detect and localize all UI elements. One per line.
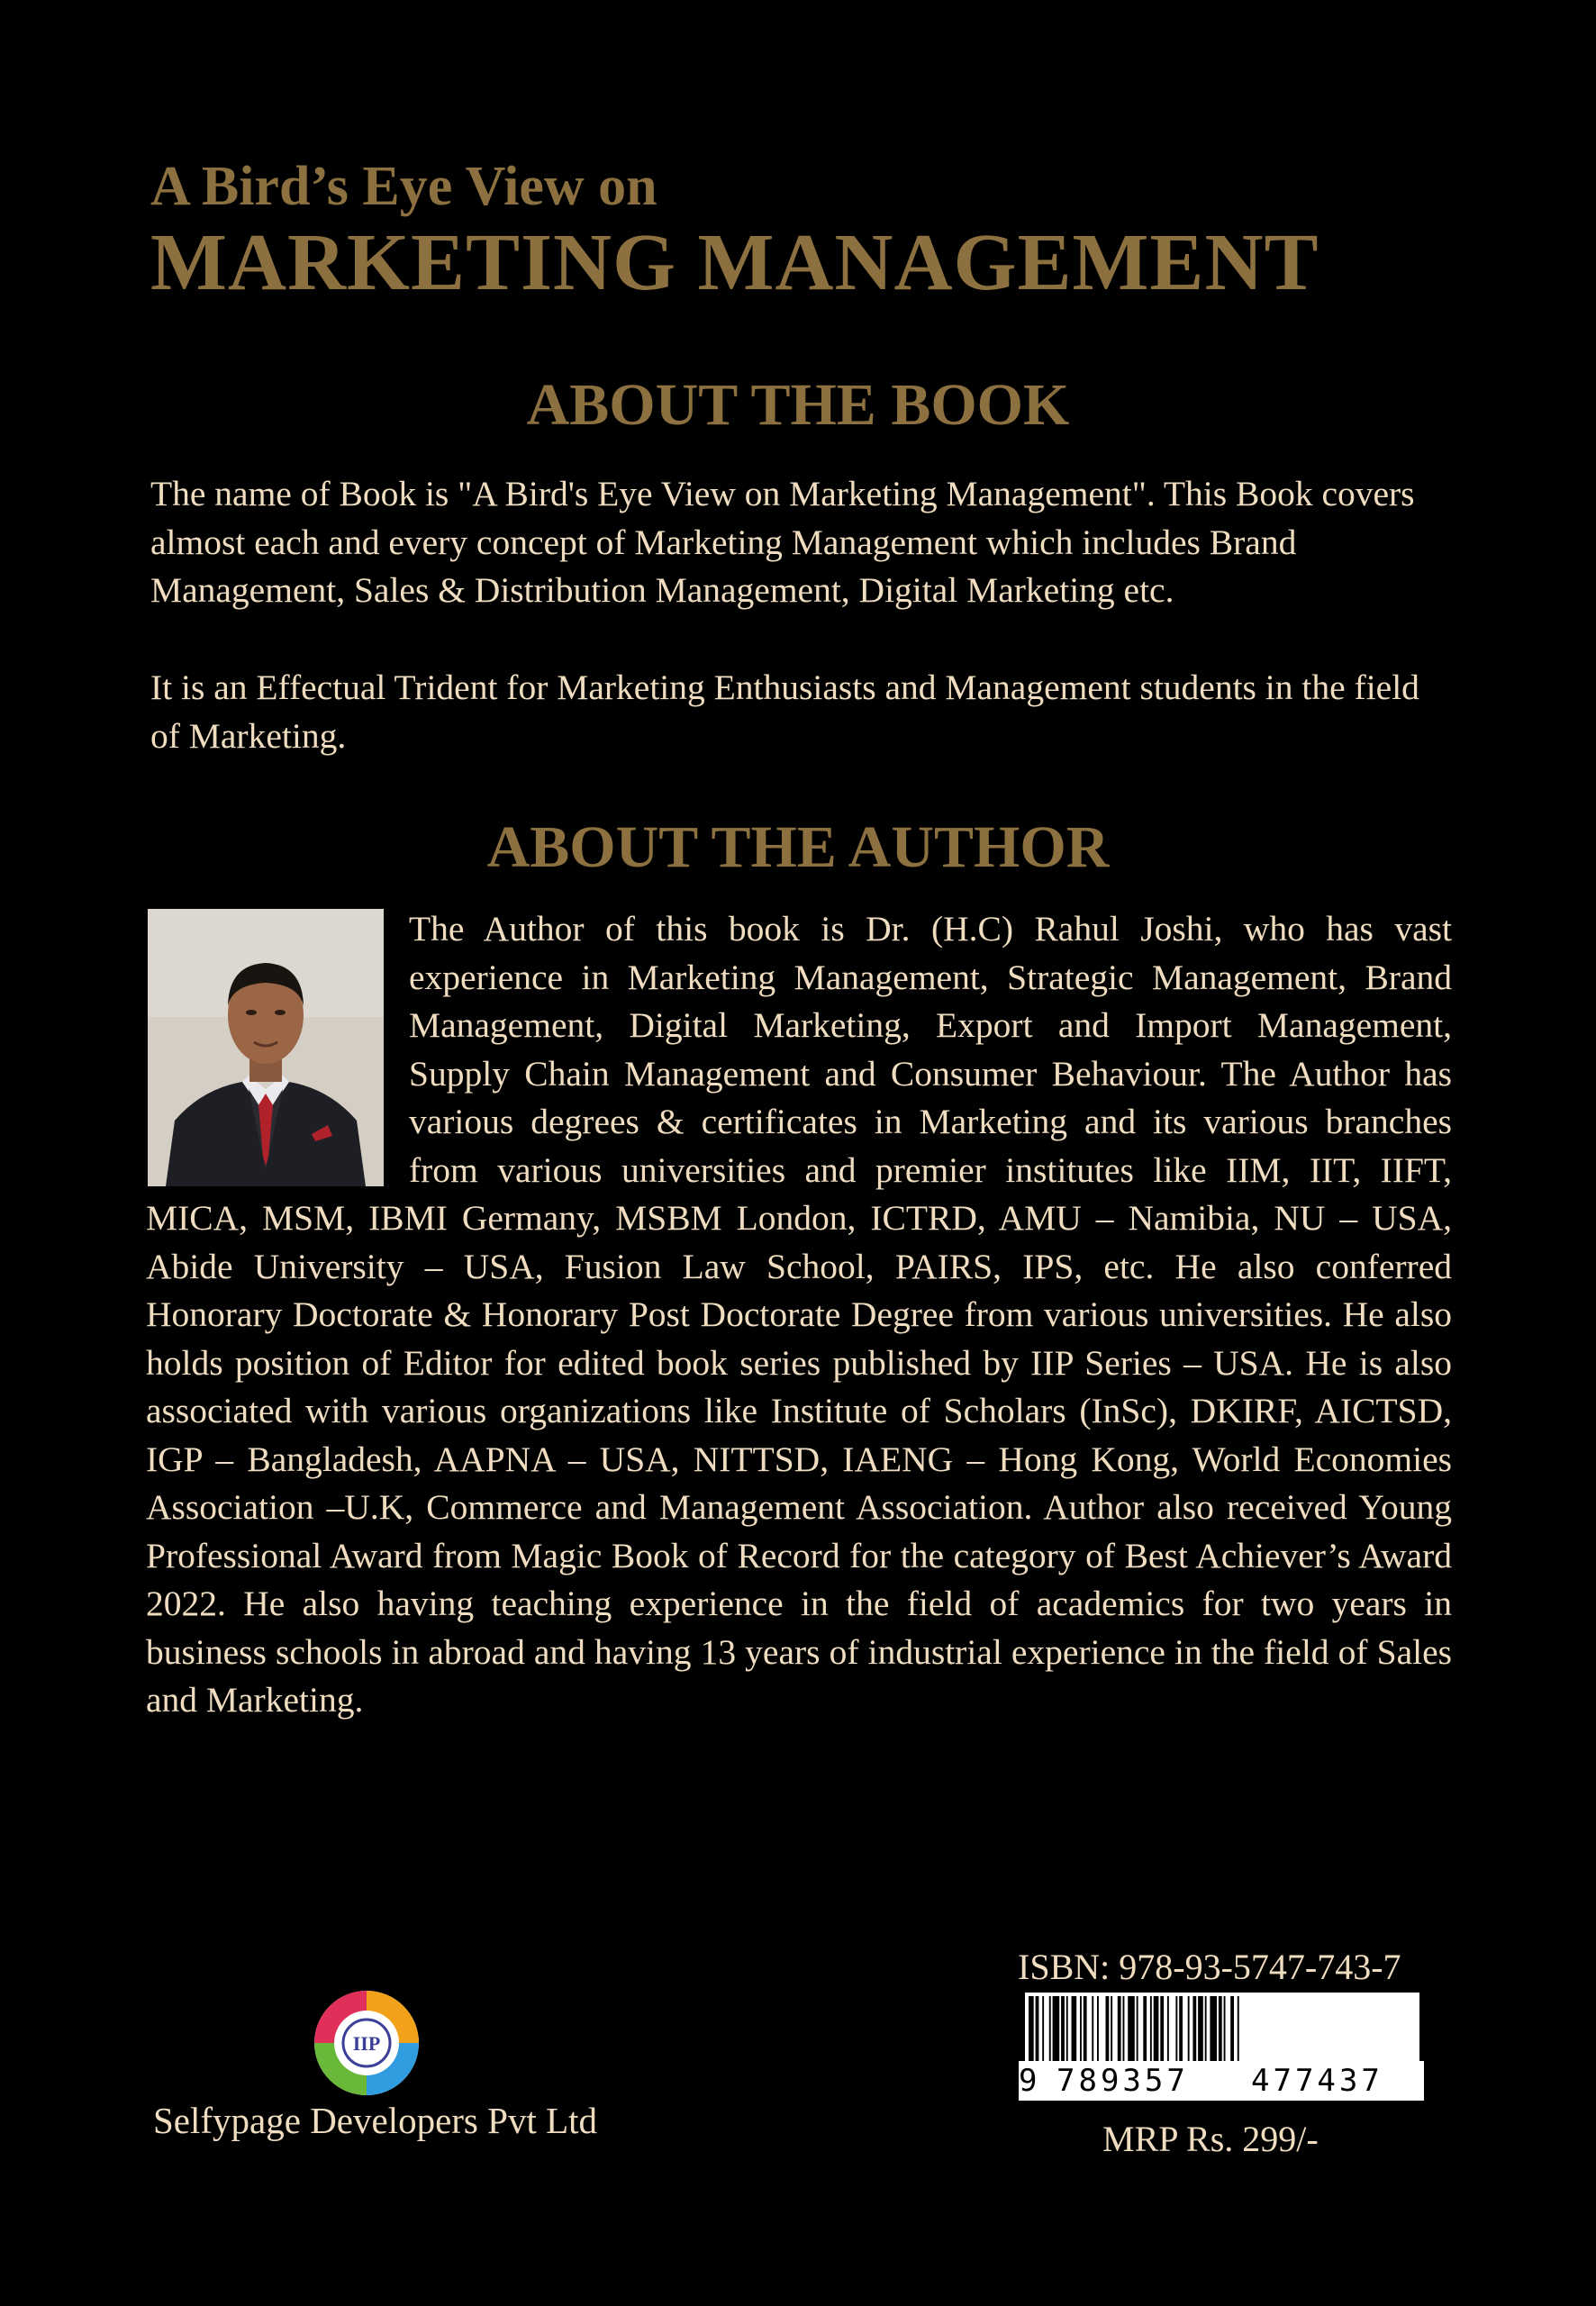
barcode-digits <box>1019 2061 1424 2101</box>
mrp-price: MRP Rs. 299/- <box>1102 2119 1319 2159</box>
book-subtitle: A Bird’s Eye View on <box>150 156 657 217</box>
about-author-heading: ABOUT THE AUTHOR <box>486 814 1110 880</box>
about-book-paragraph-2: It is an Effectual Trident for Marketing Enthusiasts and Management students in the field of Marketing. <box>150 667 1419 756</box>
barcode-first-digit: 9 <box>1019 2063 1038 2099</box>
about-book-heading: ABOUT THE BOOK <box>526 372 1070 438</box>
about-author-section <box>146 905 1452 1725</box>
barcode-right-digits: 477437 <box>1251 2063 1383 2099</box>
about-author-text: The Author of this book is Dr. (H.C) Rahul Joshi, who has vast experience in Marketing Management, Strategic Management, Brand Management, Digital Marketing, Export and Import Management, Supply Chain Management and Consumer Behaviour. The Author has various degrees & certificates in Marketing and its various branches from various universities and premier institutes like IIM, IIT, IIFT, MICA, MSM, IBMI Germany, MSBM London, ICTRD, AMU – Namibia, NU – USA, Abide University – USA, Fusion Law School, PAIRS, IPS, etc. He also conferred Honorary Doctorate & Honorary Post Doctorate Degree from various universities. He also holds position of Editor for edited book series published by IIP Series – USA. He is also associated with various organizations like Institute of Scholars (InSc), DKIRF, AICTSD, IGP – Bangladesh, AAPNA – USA, NITTSD, IAENG – Hong Kong, World Economies Association –U.K, Commerce and Management Association. Author also received Young Professional Award from Magic Book of Record for the category of Best Achiever’s Award 2022. He also having teaching experience in the field of academics for two years in business schools in abroad and having 13 years of industrial experience in the field of Sales and Marketing. <box>146 909 1452 1720</box>
publisher-name: Selfypage Developers Pvt Ltd <box>153 2100 598 2141</box>
isbn-label: ISBN: 978-93-5747-743-7 <box>1018 1947 1401 1987</box>
about-book-paragraph-1: The name of Book is "A Bird's Eye View on Marketing Management". This Book covers almost each and every concept of Marketing Management which includes Brand Management, Sales & Distribution Management, Digital Marketing etc. <box>150 474 1415 610</box>
logo-text: IIP <box>352 2032 381 2055</box>
author-portrait-icon <box>148 909 384 1186</box>
book-title: MARKETING MANAGEMENT <box>150 218 1319 307</box>
iip-publisher-logo-icon <box>311 1987 422 2099</box>
barcode-left-digits: 789357 <box>1056 2063 1189 2099</box>
